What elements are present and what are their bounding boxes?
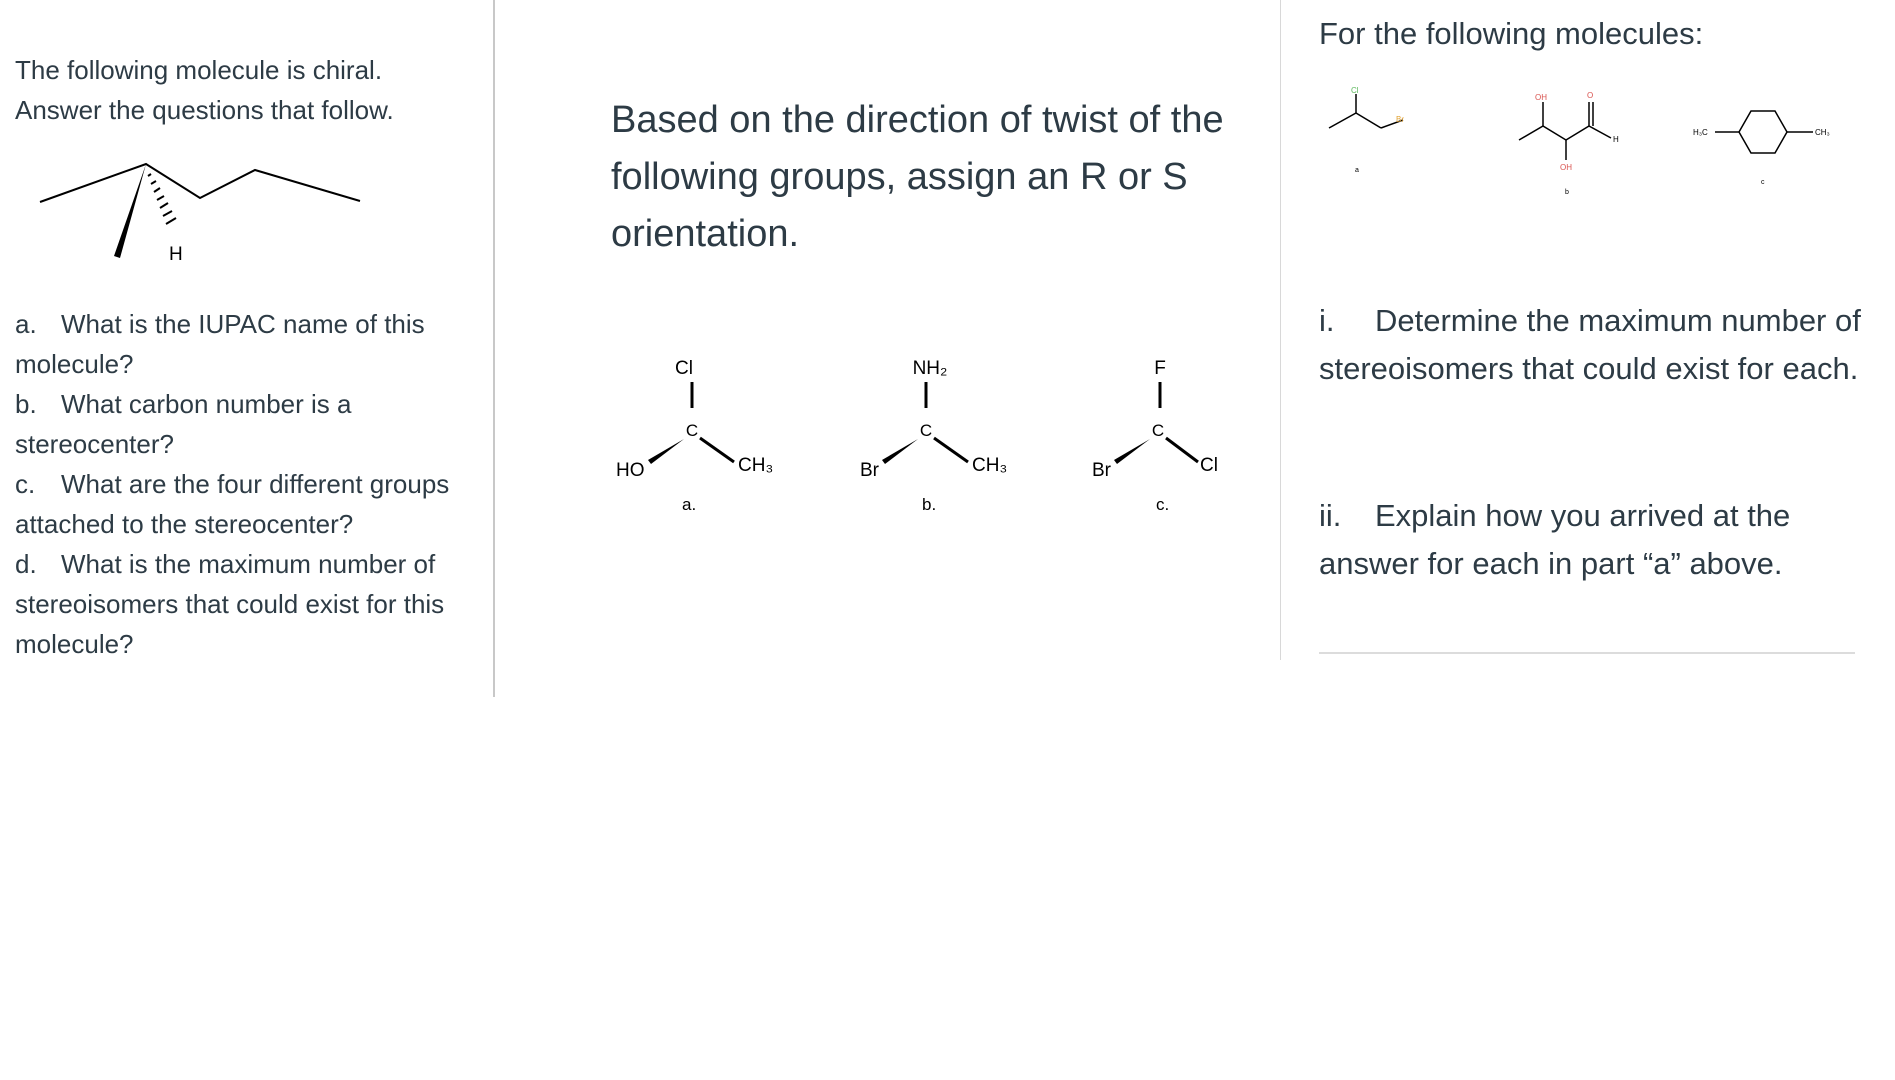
rs-molecules-figure (494, 340, 1280, 540)
molecule-c (1092, 358, 1218, 514)
structure-a (1329, 94, 1403, 128)
mol-b-label: b. (922, 495, 937, 514)
mol-b-right: CH₃ (972, 455, 1008, 476)
right-question-i (1319, 297, 1879, 393)
struct-c-label: c (1761, 179, 1765, 186)
intro-line-1: The following molecule is chiral. (15, 55, 383, 85)
mol-c-top: F (1154, 358, 1166, 379)
question-item-a (15, 304, 475, 384)
question-text: What carbon number is a stereocenter? (15, 389, 352, 459)
carbon-chain (40, 164, 360, 202)
struct-b-bottom: OH (1560, 163, 1572, 172)
stereoisomer-molecules-figure (1281, 80, 1895, 210)
question-item-d (15, 544, 475, 664)
chiral-molecule-structure (30, 160, 430, 280)
intro-line-2: Answer the questions that follow. (15, 95, 394, 125)
molecule-a (616, 358, 773, 514)
structure-c (1715, 111, 1813, 153)
mol-a-left: HO (616, 460, 645, 481)
middle-panel (494, 0, 1281, 660)
struct-b-right: H (1613, 135, 1619, 144)
mol-b-center: C (919, 421, 933, 440)
hash-bond (148, 174, 176, 224)
question-text: What is the maximum number of stereoisomers that could exist for this molecule? (15, 549, 445, 659)
question-numeral: i. (1319, 303, 1335, 338)
right-title: For the following molecules: (1319, 16, 1704, 51)
struct-c-left: H₃C (1693, 128, 1708, 137)
right-panel (1281, 0, 1895, 697)
question-text: Determine the maximum number of stereoisomers that could exist for each. (1319, 303, 1861, 386)
question-letter: b. (15, 389, 37, 419)
mol-c-center: C (1151, 421, 1165, 440)
struct-b-top-right: O (1587, 91, 1594, 100)
struct-a-top: Cl (1351, 86, 1359, 95)
struct-b-top-left: OH (1535, 93, 1547, 102)
mol-c-left: Br (1092, 460, 1111, 481)
mol-c-wedge-left (1114, 439, 1150, 464)
hydrogen-label: H (169, 244, 183, 265)
struct-c-right: CH₃ (1815, 128, 1830, 137)
question-letter: c. (15, 469, 36, 499)
question-list (15, 304, 475, 664)
question-text: Explain how you arrived at the answer for each in part “a” above. (1319, 498, 1791, 581)
mol-c-right: Cl (1200, 455, 1218, 476)
mol-b-left: Br (860, 460, 879, 481)
struct-b-label: b (1565, 189, 1569, 196)
question-text: What are the four different groups attached to the stereocenter? (15, 469, 450, 539)
molecule-b (860, 358, 1007, 514)
question-numeral: ii. (1319, 498, 1342, 533)
divider-line (1319, 652, 1855, 654)
twist-heading: Based on the direction of twist of the following groups, assign an R or S orientation. (611, 99, 1224, 255)
mol-b-wedge-left (882, 439, 918, 464)
wedge-bond (114, 164, 146, 258)
right-question-ii (1319, 492, 1879, 588)
left-panel (0, 0, 495, 697)
question-item-b (15, 384, 475, 464)
structure-b (1519, 102, 1611, 160)
mol-a-right: CH₃ (738, 455, 774, 476)
question-letter: a. (15, 309, 37, 339)
struct-a-label: a (1355, 167, 1359, 174)
mol-c-label: c. (1156, 495, 1170, 514)
mol-a-label: a. (682, 495, 697, 514)
question-item-c (15, 464, 475, 544)
mol-a-wedge-left (648, 439, 684, 464)
question-text: What is the IUPAC name of this molecule? (15, 309, 425, 379)
struct-a-side: Br (1396, 115, 1404, 124)
mol-a-center: C (685, 421, 699, 440)
mol-b-top: NH₂ (912, 358, 948, 379)
mol-a-top: Cl (675, 358, 693, 379)
question-letter: d. (15, 549, 37, 579)
